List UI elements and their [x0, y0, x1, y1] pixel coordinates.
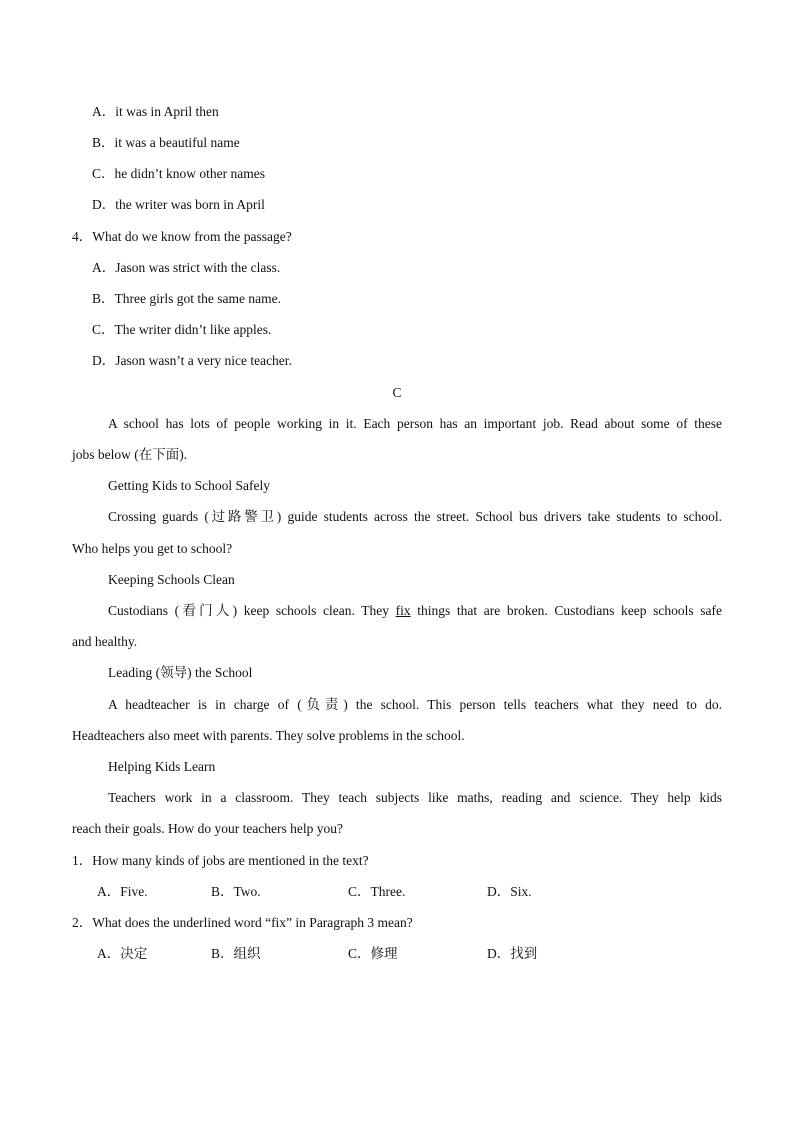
- q4-option-d: D．Jason wasn’t a very nice teacher.: [92, 353, 292, 368]
- question-2-stem: 2．What does the underlined word “fix” in Paragraph 3 mean?: [72, 915, 413, 930]
- question-1-stem: 1．How many kinds of jobs are mentioned in the text?: [72, 853, 369, 868]
- q3-option-c: C．he didn’t know other names: [92, 166, 265, 181]
- underlined-word-fix: fix: [395, 603, 411, 618]
- paragraph-3-line-1: A headteacher is in charge of (负责) the school. This person tells teachers what they need to do.: [108, 697, 722, 712]
- q4-option-c: C．The writer didn’t like apples.: [92, 322, 272, 337]
- intro-line-2: jobs below (在下面).: [72, 447, 188, 462]
- question-1-choice-b: B．Two.: [211, 884, 261, 899]
- paragraph-3-line-2: Headteachers also meet with parents. They solve problems in the school.: [72, 728, 465, 743]
- heading-helping-kids-learn: Helping Kids Learn: [108, 759, 216, 774]
- q3-option-d: D．the writer was born in April: [92, 197, 265, 212]
- paragraph-1-line-2: Who helps you get to school?: [72, 541, 233, 556]
- section-c-label: C: [392, 385, 402, 400]
- question-2-choice-b: B．组织: [211, 946, 261, 961]
- paragraph-4-line-2: reach their goals. How do your teachers help you?: [72, 821, 344, 836]
- intro-line-1: A school has lots of people working in it. Each person has an important job. Read about some of these: [108, 416, 722, 431]
- q4-option-a: A．Jason was strict with the class.: [92, 260, 281, 275]
- q4-stem: 4．What do we know from the passage?: [72, 229, 292, 244]
- question-1-choice-d: D．Six.: [487, 884, 532, 899]
- heading-getting-kids-to-school: Getting Kids to School Safely: [108, 478, 270, 493]
- heading-keeping-schools-clean: Keeping Schools Clean: [108, 572, 235, 587]
- paragraph-1-line-1: Crossing guards (过路警卫) guide students across the street. School bus drivers take students to school.: [108, 509, 722, 524]
- paragraph-2-line-2: and healthy.: [72, 634, 138, 649]
- question-1-choice-a: A．Five.: [97, 884, 148, 899]
- paragraph-4-line-1: Teachers work in a classroom. They teach subjects like maths, reading and science. They help kids: [108, 790, 722, 805]
- q3-option-b: B．it was a beautiful name: [92, 135, 240, 150]
- question-2-choice-a: A．决定: [97, 946, 148, 961]
- paragraph-2-post: things that are broken. Custodians keep schools safe: [410, 603, 722, 618]
- paragraph-2-line-1: [108, 602, 722, 620]
- q4-option-b: B．Three girls got the same name.: [92, 291, 281, 306]
- heading-leading-the-school: Leading (领导) the School: [108, 665, 253, 680]
- question-1-choice-c: C．Three.: [348, 884, 406, 899]
- q3-option-a: A．it was in April then: [92, 104, 219, 119]
- question-2-choice-c: C．修理: [348, 946, 398, 961]
- paragraph-2-pre: Custodians (看门人) keep schools clean. They: [108, 603, 396, 618]
- question-2-choice-d: D．找到: [487, 946, 538, 961]
